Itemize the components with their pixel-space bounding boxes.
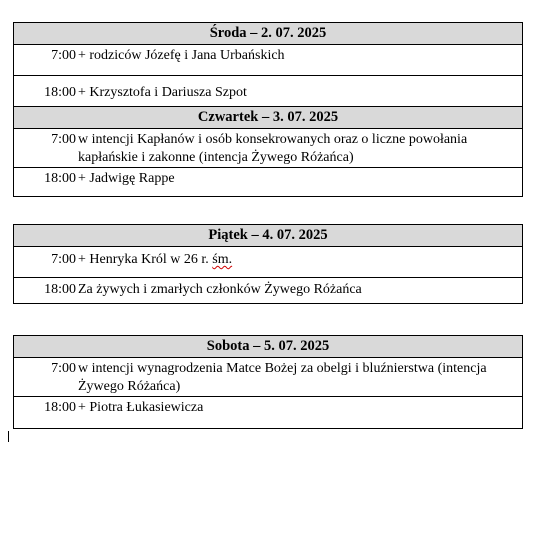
mass-intention: + rodziców Józefę i Jana Urbańskich [78, 48, 285, 63]
mass-time: 7:00 [51, 361, 76, 376]
mass-intention-text: + Henryka Król w 26 r. [78, 252, 213, 267]
schedule-table-saturday [13, 335, 523, 429]
mass-intention: Za żywych i zmarłych członków Żywego Różańca [78, 282, 362, 297]
mass-row [14, 278, 523, 304]
mass-row [14, 397, 523, 429]
mass-time: 7:00 [51, 252, 76, 267]
mass-intention: + Krzysztofa i Dariusza Szpot [78, 85, 247, 100]
mass-row [14, 45, 523, 76]
day-header-saturday: Sobota – 5. 07. 2025 [14, 336, 523, 358]
mass-intention: w intencji wynagrodzenia Matce Bożej za obelgi i bluźnierstwa (intencja Żywego Różańca) [78, 361, 487, 394]
mass-intention: + Piotra Łukasiewicza [78, 400, 204, 415]
mass-intention [78, 247, 522, 269]
mass-row [14, 358, 523, 397]
schedule-table-friday [13, 224, 523, 304]
mass-time: 18:00 [44, 282, 76, 297]
mass-time: 18:00 [44, 85, 76, 100]
mass-intention: + Jadwigę Rappe [78, 171, 175, 186]
mass-intention: w intencji Kapłanów i osób konsekrowanych oraz o liczne powołania kapłańskie i zakonne (intencja Żywego Różańca) [78, 132, 468, 165]
mass-row [14, 247, 523, 278]
spellcheck-flagged-word: śm. [212, 252, 233, 267]
mass-row [14, 76, 523, 107]
day-header-thursday: Czwartek – 3. 07. 2025 [14, 107, 523, 129]
mass-row [14, 168, 523, 197]
mass-time: 18:00 [44, 171, 76, 186]
mass-time: 7:00 [51, 48, 76, 63]
mass-time: 7:00 [51, 132, 76, 147]
day-header-wednesday: Środa – 2. 07. 2025 [14, 23, 523, 45]
text-cursor[interactable] [8, 431, 9, 442]
mass-row [14, 129, 523, 168]
schedule-table-wed-thu [13, 22, 523, 197]
day-header-friday: Piątek – 4. 07. 2025 [14, 225, 523, 247]
mass-time: 18:00 [44, 400, 76, 415]
